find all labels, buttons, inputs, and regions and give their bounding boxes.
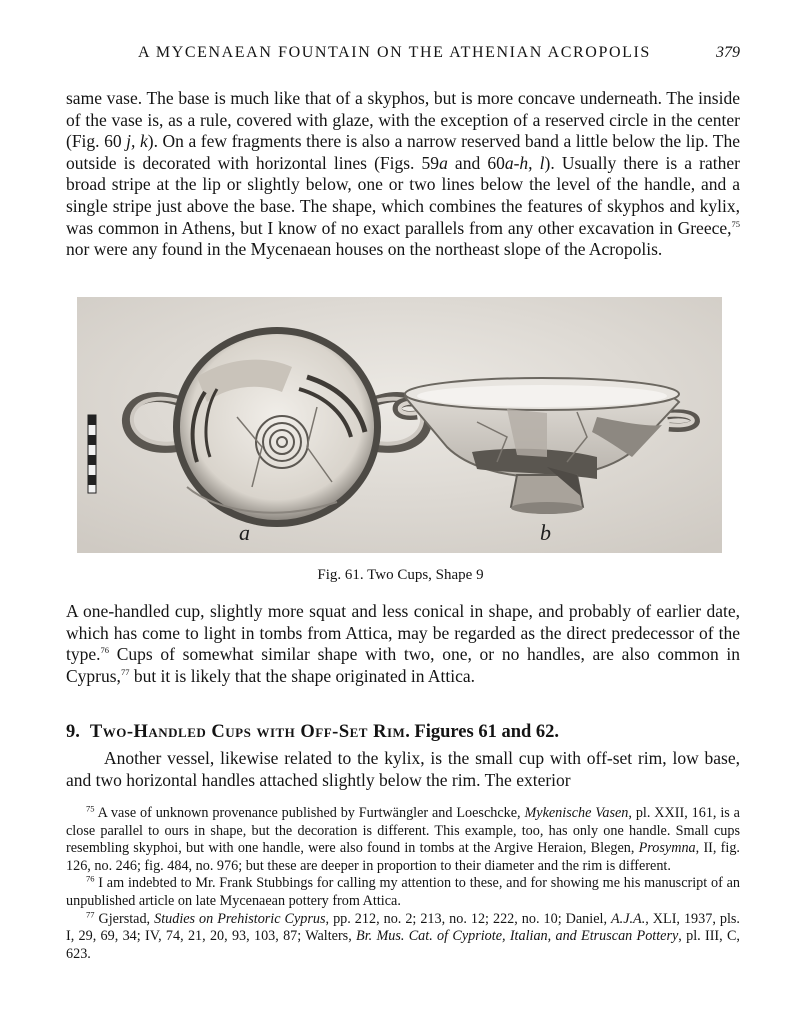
text-run-italic: a-h, l	[504, 152, 545, 173]
paragraph-1	[66, 88, 740, 261]
text-run: same vase. The base is much like that of a skyphos, but is more concave underneath. The inside of the vase is, as a rule, covered with glaze, with the exception of a reserved circle in the center (Fig. 60	[66, 88, 740, 152]
citation-title: Br. Mus. Cat. of Cypriote, Italian, and Etruscan Pottery	[356, 928, 679, 945]
citation-title: A.J.A.	[610, 910, 646, 927]
footnote-ref-75[interactable]: 75	[731, 218, 740, 229]
text-run-italic: j, k	[126, 131, 148, 152]
citation-title: Studies on Prehistoric Cyprus	[154, 910, 326, 927]
two-cups-photo	[77, 297, 722, 553]
text-run: but it is likely that the shape originated in Attica.	[129, 665, 475, 686]
text-run: , pl. XXII, 161, is a close parallel to ours in shape, but the decoration is different. This example, too, has only one handle. Small cups resembling skyphoi, but with one handle, were also found in tombs at the Argive Heraion, Blegen,	[66, 805, 740, 857]
footnote-ref-77[interactable]: 77	[120, 666, 130, 677]
section-number: 9.	[66, 722, 80, 742]
footnote-mark: 77	[86, 908, 95, 919]
text-run: Gjerstad,	[94, 910, 155, 927]
running-title: A MYCENAEAN FOUNTAIN ON THE ATHENIAN ACROPOLIS	[138, 44, 651, 61]
footnote-76	[66, 875, 740, 910]
scale-bar	[88, 415, 96, 493]
paragraph-3: Another vessel, likewise related to the kylix, is the small cup with off-set rim, low base, and two horizontal handles attached slightly below the rim. The exterior	[66, 748, 740, 790]
figure-photo	[77, 297, 722, 553]
text-run: ). On a few fragments there is also a narrow reserved band a little below the lip. The outside is decorated with horizontal lines (Figs. 59	[66, 131, 740, 173]
text-run-italic: a	[439, 152, 448, 173]
running-head	[66, 44, 740, 70]
figure-caption: Fig. 61. Two Cups, Shape 9	[317, 567, 484, 583]
citation-title: Mykenische Vasen	[524, 805, 629, 821]
text-run: nor were any found in the Mycenaean houses on the northeast slope of the Acropolis.	[66, 239, 663, 260]
text-run: ). Usually there is a rather broad stripe at the lip or slightly below, one or two lines below the level of the handle, and a single stripe just above the base. The shape, which combines the features of skyphos and kylix, was common in Athens, but I know of no exact parallels from any other excavation in Greece,	[66, 152, 740, 238]
text-run: A one-handled cup, slightly more squat and less conical in shape, and probably of earlier date, which has come to light in tombs from Attica, may be regarded as the direct predecessor of the type.	[66, 601, 740, 665]
page-number: 379	[716, 44, 740, 61]
section-figure-refs: Figures 61 and 62.	[414, 722, 560, 742]
footnote-75	[66, 805, 740, 875]
text-run: and 60	[447, 152, 505, 173]
footnote-mark: 76	[86, 873, 95, 884]
text-run: , pp. 212, no. 2; 213, no. 12; 222, no. 10; Daniel,	[325, 910, 611, 927]
footnotes	[66, 805, 740, 963]
paragraph-2	[66, 601, 740, 687]
text-run: I am indebted to Mr. Frank Stubbings for calling my attention to these, and for showing me his manuscript of an unpublished article on late Mycenaean pottery from Attica.	[66, 875, 740, 909]
text-run: A vase of unknown provenance published by Furtwängler and Loeschcke,	[94, 805, 525, 821]
footnote-mark: 75	[86, 803, 95, 814]
footnote-77	[66, 908, 740, 964]
text-run: Cups of somewhat similar shape with two, one, or no handles, are also common in Cyprus,	[66, 644, 740, 686]
figure-label-a: a	[239, 520, 250, 545]
figure-label-b: b	[540, 520, 551, 545]
text-run: , XLI, 1937, pls. I, 29, 69, 34; IV, 74, 21, 20, 93, 103, 87; Walters,	[66, 910, 740, 945]
text-run: , pl. III, C, 623.	[66, 928, 740, 962]
section-title: Two-Handled Cups with Off-Set Rim.	[89, 722, 411, 742]
citation-title: Prosymna	[638, 840, 696, 857]
section-heading	[66, 722, 740, 743]
footnote-ref-76[interactable]: 76	[100, 645, 110, 656]
text-run: , II, fig. 126, no. 246; fig. 484, no. 976; but these are deeper in proportion to their diameter and the rim is different.	[66, 840, 740, 874]
